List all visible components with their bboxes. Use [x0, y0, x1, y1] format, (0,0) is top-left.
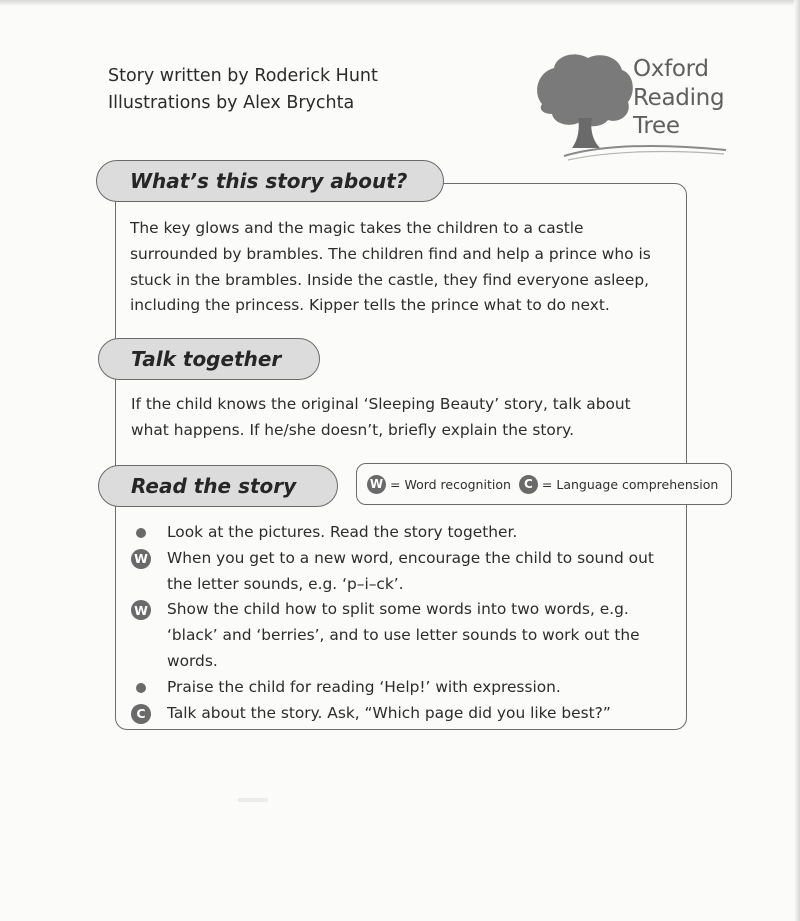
- paper-mark: [238, 798, 268, 802]
- list-item-line: words.: [167, 651, 218, 670]
- page-right-edge: [794, 0, 800, 921]
- language-comprehension-label: = Language comprehension: [541, 476, 719, 492]
- about-line: surrounded by brambles. The children find and help a prince who is: [130, 244, 651, 263]
- about-line: The key glows and the magic takes the children to a castle: [130, 219, 584, 237]
- word-recognition-label: = Word recognition: [390, 476, 511, 492]
- list-item: [131, 675, 691, 701]
- key-legend: [356, 463, 732, 505]
- word-recognition-icon: W: [131, 549, 151, 569]
- bullet-marker: [131, 704, 151, 724]
- list-item: [131, 546, 691, 598]
- illustrator-credit: Illustrations by Alex Brychta: [108, 93, 355, 113]
- list-item: [131, 701, 691, 727]
- section-heading-about-text: What’s this story about?: [130, 169, 408, 193]
- section-heading-about: [96, 160, 444, 202]
- logo-word-tree: Tree: [633, 113, 680, 139]
- list-item: [131, 597, 691, 674]
- reading-tips-list: [131, 520, 691, 726]
- list-item-line: ‘black’ and ‘berries’, and to use letter sounds to work out the: [167, 626, 640, 645]
- word-recognition-badge: W: [367, 475, 386, 494]
- author-credit: Story written by Roderick Hunt: [108, 66, 378, 86]
- section-heading-read: [98, 465, 338, 507]
- about-line: stuck in the brambles. Inside the castle, they find everyone asleep,: [130, 270, 650, 289]
- list-item-line: Show the child how to split some words into two words, e.g.: [167, 600, 629, 619]
- credits: [108, 63, 378, 117]
- list-item: [131, 520, 691, 546]
- list-item-line: When you get to a new word, encourage the child to sound out: [167, 548, 654, 567]
- list-item-line: Look at the pictures. Read the story together.: [167, 523, 518, 541]
- bullet-dot-icon: [136, 683, 146, 693]
- about-line: including the princess. Kipper tells the prince what to do next.: [130, 296, 610, 315]
- logo-word-reading: Reading: [633, 84, 725, 111]
- about-paragraph: [130, 216, 651, 319]
- section-heading-read-text: Read the story: [131, 474, 297, 498]
- language-comprehension-badge: C: [519, 475, 538, 494]
- list-item-line: Praise the child for reading ‘Help!’ with expression.: [167, 677, 561, 696]
- word-recognition-icon: W: [131, 600, 151, 620]
- bullet-dot-icon: [136, 528, 146, 538]
- section-heading-talk: [98, 338, 320, 380]
- bullet-marker: [131, 523, 151, 543]
- page-top-edge: [0, 0, 800, 6]
- list-item-line: the letter sounds, e.g. ‘p–i–ck’.: [167, 574, 404, 593]
- language-comprehension-icon: C: [131, 704, 151, 724]
- bullet-marker: [131, 600, 151, 620]
- oxford-reading-tree-logo: [534, 52, 734, 164]
- talk-line: If the child knows the original ‘Sleeping Beauty’ story, talk about: [131, 395, 631, 413]
- talk-paragraph: [131, 392, 631, 444]
- logo-wordmark: [633, 55, 724, 141]
- talk-line: what happens. If he/she doesn’t, briefly explain the story.: [131, 420, 574, 439]
- bullet-marker: [131, 549, 151, 569]
- logo-word-oxford: Oxford: [633, 56, 709, 82]
- list-item-line: Talk about the story. Ask, “Which page did you like best?”: [167, 703, 611, 722]
- bullet-marker: [131, 678, 151, 698]
- section-heading-talk-text: Talk together: [131, 347, 282, 371]
